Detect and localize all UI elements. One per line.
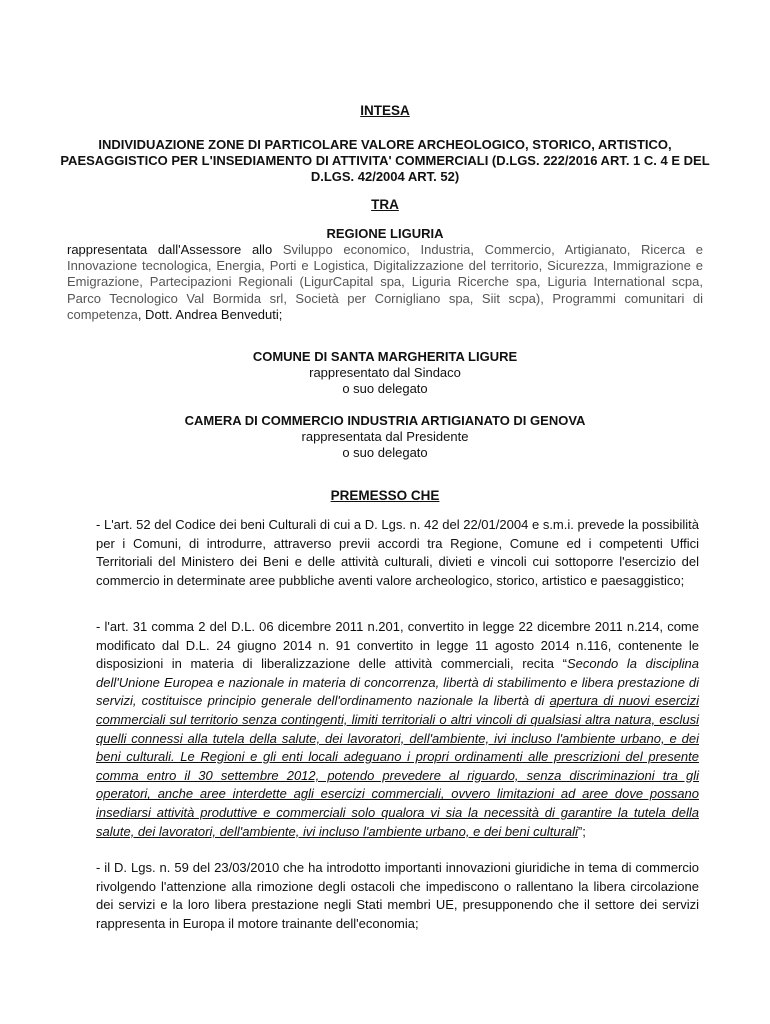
regione-rep-suffix: , Dott. Andrea Benveduti; bbox=[137, 306, 283, 322]
comune-name: COMUNE DI SANTA MARGHERITA LIGURE bbox=[252, 349, 518, 364]
premise-2-intro: - l'art. 31 comma 2 del D.L. 06 dicembre 2011 n.201, convertito in legge 22 dicembre 2011 n.214, come modificato dal D.L. 24 giugno 2014 n. 91 convertito in legge 11 agosto 2014 n.116, contenente le disposizioni in materia di liberalizzazione delle attività commerciali, recita “ bbox=[96, 619, 699, 672]
premesso-heading: PREMESSO CHE bbox=[330, 488, 440, 503]
comune-block bbox=[0, 349, 770, 397]
camera-name: CAMERA DI COMMERCIO INDUSTRIA ARTIGIANATO DI GENOVA bbox=[184, 413, 586, 428]
premise-paragraph-3: - il D. Lgs. n. 59 del 23/03/2010 che ha introdotto importanti innovazioni giuridiche in tema di commercio rivolgendo l'attenzione alla rimozione degli ostacoli che impediscono o rallentano la libera circolazione dei servizi e la loro libera prestazione negli Stati membri UE, presupponendo che il settore dei servizi rappresenta in Europa il motore trainante dell'economia; bbox=[96, 860, 699, 931]
regione-rep-prefix: rappresentata dall'Assessore allo bbox=[67, 242, 283, 257]
comune-rep-line1: rappresentato dal Sindaco bbox=[309, 365, 461, 380]
between-label: TRA bbox=[371, 197, 399, 212]
camera-rep-line2: o suo delegato bbox=[342, 445, 428, 460]
premise-2-quote bbox=[96, 656, 699, 838]
document-subject: INDIVIDUAZIONE ZONE DI PARTICOLARE VALORE ARCHEOLOGICO, STORICO, ARTISTICO, PAESAGGISTICO PER L'INSEDIAMENTO DI ATTIVITA' COMMERCIALI (D.LGS. 222/2016 ART. 1 C. 4 E DEL D.LGS. 42/2004 ART. 52) bbox=[60, 137, 710, 184]
regione-representative bbox=[67, 242, 703, 323]
premise-2-quote-plain: Secondo la disciplina dell'Unione Europea e nazionale in materia di concorrenza, libertà di stabilimento e libera prestazione di servizi, costituisce principio generale dell'ordinamento nazionale la libertà di bbox=[96, 656, 699, 709]
comune-rep-line2: o suo delegato bbox=[342, 381, 428, 396]
assessore-portfolio: Sviluppo economico, Industria, Commercio, Artigianato, Ricerca e Innovazione tecnologica, Energia, Porti e Logistica, Digitalizzazione del territorio, Sicurezza, Immigrazione e Emigrazione, Partecipazioni Regionali (LigurCapital spa, Liguria Ricerche spa, Liguria International scpa, Parco Tecnologico Val Bormida srl, Società per Cornigliano spa, Siit scpa), Programmi comunitari di competenza bbox=[67, 242, 703, 322]
premise-paragraph-2 bbox=[96, 618, 699, 841]
premise-2-quote-underlined: apertura di nuovi esercizi commerciali sul territorio senza contingenti, limiti territoriali o altri vincoli di qualsiasi altra natura, esclusi quelli connessi alla tutela della salute, dei lavoratori, dell'ambiente, ivi incluso l'ambiente urbano, e dei beni culturali. Le Regioni e gli enti locali adeguano i propri ordinamenti alle prescrizioni del presente comma entro il 30 settembre 2012, potendo prevedere al riguardo, senza discriminazioni tra gli operatori, anche aree interdette agli esercizi commerciali, ovvero limitazioni ad aree dove possano insediarsi attività produttive e commerciali solo qualora vi sia la necessità di garantire la tutela della salute, dei lavoratori, dell'ambiente, ivi incluso l'ambiente urbano, e dei beni culturali bbox=[96, 693, 699, 839]
premise-paragraph-1: - L'art. 52 del Codice dei beni Culturali di cui a D. Lgs. n. 42 del 22/01/2004 e s.m.i. prevede la possibilità per i Comuni, di introdurre, attraverso previi accordi tra Regione, Comune ed i competenti Uffici Territoriali del Ministero dei Beni e delle attività culturali, divieti e vincoli cui sottoporre l'esercizio del commercio in determinate aree pubbliche aventi valore archeologico, storico, artistico e paesaggistico; bbox=[96, 517, 699, 588]
regione-name: REGIONE LIGURIA bbox=[326, 226, 444, 241]
camera-block bbox=[0, 413, 770, 461]
camera-rep-line1: rappresentata dal Presidente bbox=[301, 429, 469, 444]
premise-2-end: ”; bbox=[577, 823, 586, 839]
document-title: INTESA bbox=[360, 103, 410, 118]
